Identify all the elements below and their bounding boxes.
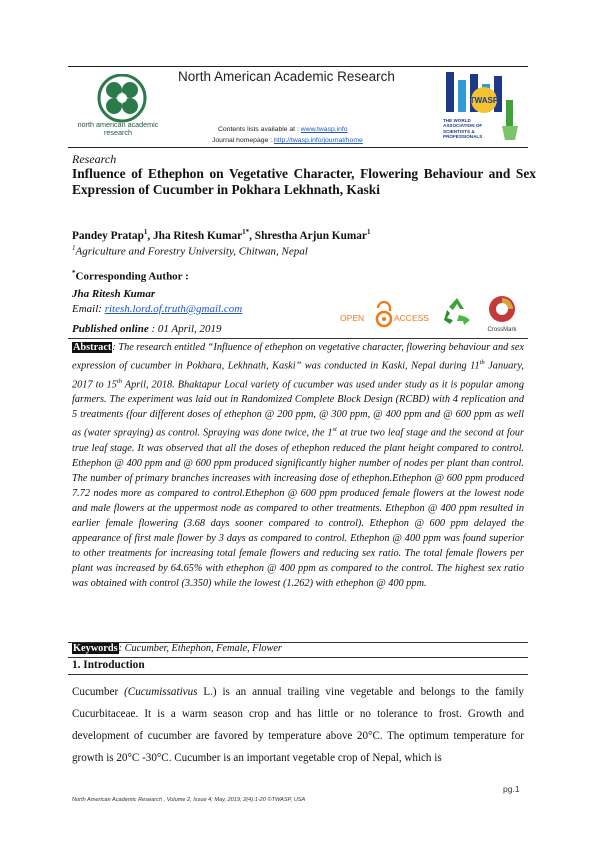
homepage-line [212, 137, 363, 144]
abstract-text: January, 2017 to 15 [72, 360, 524, 390]
affiliation-sup: 1 [72, 244, 76, 252]
oa-text-right: ACCESS [394, 313, 429, 323]
oa-text-left: OPEN [340, 313, 365, 323]
contents-line [218, 126, 348, 133]
abstract-text: at true two leaf stage and the second at four true leaf stage. It was observed that all the doses of ethephon reduced the plant height compared to control. Ethephon @ 400 ppm and @ 600 ppm produced significantly higher number of nodes per plant than control. The number of primary branches increases with increasing dose of ethephon.Ethephon @ 600 ppm produced 7.72 nodes more as compared to control.Ethephon @ 600 ppm produced female flowers at the lowest node and male flowers at the uppermost node as compared to other treatments. Ethephon @ 400 ppm resulted in earlier female flowering (3.68 days sooner compared to control). Ethephon @ 600 ppm delayed the appearance of first male flower by 3 days as compared to control. Ethephon @ 400 ppm was found superior to other treatments for increasing total female flowers and reducing sex ratio. The total female flowers per plant was increased by 64.65% with ethephon @ 400 ppm as compared to the control. The highest sex ratio was obtained with control (3.350) while the lowest (1.262) with ethephon @ 400 ppm. [72, 427, 524, 589]
keywords [72, 643, 282, 654]
corresponding-sup: * [72, 269, 76, 277]
intro-text: Cucumber [72, 686, 125, 698]
published-date: : 01 April, 2019 [151, 323, 222, 335]
author-sup: 1 [366, 228, 371, 236]
footer-citation: North American Academic Research , Volume 2, Issue 4; May, 2019; 2(4):1-20 ©TWASP, USA [72, 797, 306, 803]
corresponding-label-text: Corresponding Author : [75, 270, 189, 283]
intro-text: is an annual trailing vine vegetable and belongs to the family Cucurbitaceae. It is a warm season crop and has little or no tolerance to frost. Growth and development of cucumber are favored by temperature above 20°C. The optimum temperature for growth is 20°C -30°C. Cucumber is an important vegetable crop of Nepal, which is [72, 686, 524, 764]
corresponding-author-name: Jha Ritesh Kumar [72, 288, 156, 300]
species-name: (Cucumissativus [124, 686, 204, 698]
published-online [72, 323, 222, 335]
divider [68, 674, 528, 675]
affiliation [72, 244, 308, 258]
author-name: Pandey Pratap [72, 229, 144, 242]
homepage-prefix: Journal homepage : [212, 137, 273, 144]
page-number: pg.1 [503, 784, 520, 794]
keywords-label: Keywords [73, 643, 118, 654]
twasp-badge-text: TWASP [469, 96, 499, 105]
author-sup: 1 [143, 228, 148, 236]
journal-logo-text: north american academic research [77, 120, 159, 137]
twasp-logo-text: THE WORLD ASSOCIATION OF SCIENTISTS & PROFESSIONALS [443, 118, 483, 140]
open-access-icon[interactable] [340, 300, 440, 330]
author-list: Pandey Pratap$^1$, Jha Ritesh Kumar$^{1*}$, Shrestha Arjun Kumar$^1$ [72, 228, 371, 242]
author-sup: 1* [242, 228, 250, 236]
divider [68, 657, 528, 658]
intro-text: L.) [203, 686, 217, 698]
abstract-text: April, 2018. Bhaktapur Local variety of cucumber was used under study as it is popular among farmers. The experiment was laid out in Randomized Complete Block Design (RCBD) with 4 replication and 5 treatments (four different doses of ethephon @ 200 ppm, @ 300 ppm, @ 400 ppm and @ 600 ppm as well as (water spraying) as control. Spraying was done twice, the 1 [72, 378, 524, 439]
keywords-text: : Cucumber, Ethephon, Female, Flower [118, 643, 282, 654]
article-title: Influence of Ethephon on Vegetative Character, Flowering Behaviour and Sex Expression of Cucumber in Pokhara Lekhnath, Kaski [72, 166, 536, 198]
abstract [72, 340, 524, 591]
introduction-text [72, 681, 524, 769]
author-name: Jha Ritesh Kumar [153, 229, 243, 242]
section-label: Research [72, 152, 117, 166]
contents-link[interactable]: www.twasp.info [300, 126, 348, 133]
crossmark-icon[interactable] [484, 294, 520, 334]
recycle-icon [441, 296, 473, 328]
author-name: Shrestha Arjun Kumar [254, 229, 367, 242]
homepage-link[interactable]: http://twasp.info/journal/home [273, 137, 363, 144]
published-label: Published online [72, 323, 149, 335]
email-label: Email: [72, 303, 102, 315]
corresponding-email [72, 303, 242, 315]
abstract-sup: st [332, 426, 337, 434]
abstract-sup: th [479, 359, 485, 367]
abstract-sup: th [116, 377, 122, 385]
journal-name: North American Academic Research [178, 69, 395, 84]
divider [68, 338, 528, 339]
email-link[interactable]: ritesh.lord.of.truth@gmail.com [104, 303, 243, 315]
abstract-text: : The research entitled “Influence of ethephon on vegetative character, flowering behaviour and sex expression of cucumber in Pokhara, Lekhnath, Kaski” was conducted in Kaski, Nepal during 11 [72, 342, 524, 372]
contents-prefix: Contents lists available at : [218, 126, 299, 133]
crossmark-label: CrossMark [487, 327, 517, 333]
abstract-label: Abstract [73, 342, 112, 353]
affiliation-text: Agriculture and Forestry University, Chitwan, Nepal [75, 245, 308, 258]
section-heading: 1. Introduction [72, 659, 145, 671]
corresponding-author-label [72, 269, 189, 283]
